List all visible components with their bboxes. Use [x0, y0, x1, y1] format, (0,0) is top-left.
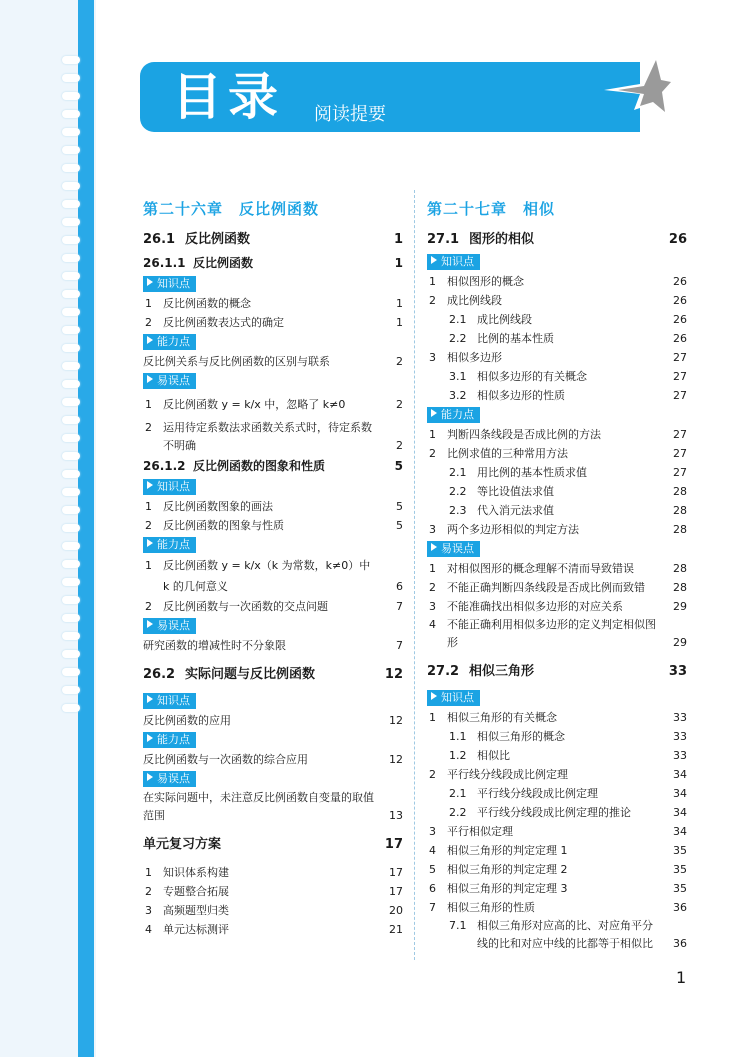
toc-list: [427, 425, 687, 539]
page-ref: 1: [394, 256, 403, 270]
section-title: 反比例函数: [185, 232, 251, 247]
binder-ring: [62, 704, 80, 712]
subsection-number: 26.1.1: [143, 256, 186, 270]
play-icon: [431, 543, 437, 551]
toc-item[interactable]: 2 平行线分线段成比例定理 34: [429, 768, 687, 781]
toc-item[interactable]: 2 不能正确判断四条线段是否成比例而致错 28: [429, 581, 687, 594]
binder-ring: [62, 524, 80, 532]
toc-item[interactable]: 3 相似多边形 27: [429, 351, 687, 364]
binder-ring: [62, 596, 80, 604]
binder-ring: [62, 182, 80, 190]
toc-item[interactable]: 2.1 平行线分线段成比例定理 34: [449, 787, 687, 800]
play-icon: [147, 375, 153, 383]
play-icon: [431, 256, 437, 264]
knowledge-tag: 知识点: [427, 254, 480, 270]
toc-list: [427, 708, 687, 917]
binder-ring: [62, 668, 80, 676]
toc-item[interactable]: 2 运用待定系数法求函数关系式时，待定系数不明确 2: [145, 421, 403, 452]
binder-ring: [62, 542, 80, 550]
toc-item[interactable]: 反比例关系与反比例函数的区别与联系 2: [143, 355, 403, 368]
play-icon: [147, 336, 153, 344]
play-icon: [147, 773, 153, 781]
play-icon: [147, 278, 153, 286]
play-icon: [147, 734, 153, 742]
binder-ring: [62, 326, 80, 334]
toc-left-column: [143, 198, 403, 939]
play-icon: [147, 481, 153, 489]
toc-section[interactable]: 27.2 相似三角形 33: [427, 664, 687, 679]
binder-ring: [62, 434, 80, 442]
binder-ring: [62, 380, 80, 388]
binder-ring: [62, 146, 80, 154]
error-tag: 易误点: [143, 771, 196, 787]
play-icon: [147, 620, 153, 628]
binder-ring: [62, 488, 80, 496]
toc-section[interactable]: [143, 228, 403, 252]
subsection-title: 反比例函数: [193, 256, 254, 270]
toc-item[interactable]: 4 相似三角形的判定定理 1 35: [429, 844, 687, 857]
toc-item[interactable]: 研究函数的增减性时不分象限 7: [143, 639, 403, 652]
toc-item[interactable]: 1 判断四条线段是否成比例的方法 27: [429, 428, 687, 441]
section-number: 26.1: [143, 232, 176, 247]
ability-tag: 能力点: [143, 334, 196, 350]
toc-item[interactable]: 反比例函数的应用 12: [143, 714, 403, 727]
toc-item[interactable]: 1 对相似图形的概念理解不清而导致错误 28: [429, 562, 687, 575]
knowledge-tag: 知识点: [427, 690, 480, 706]
toc-item[interactable]: 2.2 比例的基本性质 26: [449, 332, 687, 345]
binder-ring: [62, 128, 80, 136]
toc-item[interactable]: 3.1 相似多边形的有关概念 27: [449, 370, 687, 383]
toc-item[interactable]: 2.1 成比例线段 26: [449, 313, 687, 326]
toc-section[interactable]: 单元复习方案 17: [143, 837, 403, 852]
toc-item[interactable]: 在实际问题中，未注意反比例函数自变量的取值范围 13: [143, 791, 403, 822]
toc-item[interactable]: 7.1 相似三角形对应高的比、对应角平分线的比和对应中线的比都等于相似比 36: [449, 919, 687, 950]
toc-item[interactable]: 5 相似三角形的判定定理 2 35: [429, 863, 687, 876]
binder-ring: [62, 236, 80, 244]
knowledge-tag: 知识点: [143, 479, 196, 495]
binder-ring: [62, 362, 80, 370]
binder-ring: [62, 632, 80, 640]
binder-ring: [62, 416, 80, 424]
knowledge-tag: 知识点: [143, 693, 196, 709]
binder-ring: [62, 614, 80, 622]
toc-list: [427, 272, 687, 405]
toc-item[interactable]: 2 反比例函数与一次函数的交点问题 7: [145, 600, 403, 613]
play-icon: [431, 409, 437, 417]
toc-item[interactable]: 2.2 等比设值法求值 28: [449, 485, 687, 498]
toc-item[interactable]: 1 相似三角形的有关概念 33: [429, 711, 687, 724]
error-tag: 易误点: [143, 618, 196, 634]
toc-item[interactable]: 2 反比例函数表达式的确定 1: [145, 316, 403, 329]
page-title: 目录: [172, 68, 284, 126]
binder-ring: [62, 92, 80, 100]
toc-subsection[interactable]: 26.1.2 反比例函数的图象和性质 5: [143, 459, 403, 473]
binder-ring: [62, 272, 80, 280]
toc-item[interactable]: 1 相似图形的概念 26: [429, 275, 687, 288]
ability-tag: 能力点: [427, 407, 480, 423]
toc-item[interactable]: 1 反比例函数的概念 1: [145, 297, 403, 310]
binder-ring: [62, 56, 80, 64]
toc-item[interactable]: 1.1 相似三角形的概念 33: [449, 730, 687, 743]
binder-ring: [62, 200, 80, 208]
toc-item[interactable]: 4 不能正确利用相似多边形的定义判定相似图形 29: [429, 618, 687, 649]
toc-item[interactable]: 7 相似三角形的性质 36: [429, 901, 687, 914]
column-divider: [414, 190, 415, 960]
toc-item[interactable]: 3 两个多边形相似的判定方法 28: [429, 523, 687, 536]
page-subtitle: 阅读提要: [314, 104, 386, 125]
page-number: 1: [676, 968, 687, 987]
binder-ring: [62, 254, 80, 262]
binder-ring: [62, 290, 80, 298]
toc-section[interactable]: 27.1 图形的相似 26: [427, 232, 687, 247]
toc-item[interactable]: 1 反比例函数 y = k/x 中，忽略了 k≠0 2: [145, 398, 403, 411]
toc-item[interactable]: 3.2 相似多边形的性质 27: [449, 389, 687, 402]
toc-item[interactable]: 3 不能准确找出相似多边形的对应关系 29: [429, 600, 687, 613]
toc-item[interactable]: 2 比例求值的三种常用方法 27: [429, 447, 687, 460]
ability-tag: 能力点: [143, 537, 196, 553]
binder-ring: [62, 506, 80, 514]
binder-ring: [62, 578, 80, 586]
toc-item[interactable]: 2 专题整合拓展 17: [145, 885, 403, 898]
toc-item[interactable]: 2 成比例线段 26: [429, 294, 687, 307]
toc-item[interactable]: 反比例函数与一次函数的综合应用 12: [143, 753, 403, 766]
toc-item[interactable]: 1.2 相似比 33: [449, 749, 687, 762]
binder-ring: [62, 560, 80, 568]
binder-ring: [62, 74, 80, 82]
toc-item[interactable]: 3 平行相似定理 34: [429, 825, 687, 838]
spine-stripe: [78, 0, 94, 1057]
toc-item[interactable]: 3 高频题型归类 20: [145, 904, 403, 917]
star-icon: [600, 50, 676, 126]
toc-item[interactable]: 2.3 代入消元法求值 28: [449, 504, 687, 517]
title-banner: [140, 62, 650, 132]
error-tag: 易误点: [427, 541, 480, 557]
binder-ring: [62, 308, 80, 316]
toc-list: [427, 559, 687, 616]
knowledge-tag: 知识点: [143, 276, 196, 292]
binder-ring: [62, 398, 80, 406]
play-icon: [147, 695, 153, 703]
binder-ring: [62, 452, 80, 460]
page-ref: 1: [393, 232, 403, 247]
toc-item[interactable]: 2 反比例函数的图象与性质 5: [145, 519, 403, 532]
toc-item[interactable]: 2.2 平行线分线段成比例定理的推论 34: [449, 806, 687, 819]
binder-ring: [62, 110, 80, 118]
error-tag: 易误点: [143, 373, 196, 389]
toc-item[interactable]: 6 相似三角形的判定定理 3 35: [429, 882, 687, 895]
toc-subsection[interactable]: [143, 252, 403, 274]
toc-section[interactable]: 26.2 实际问题与反比例函数 12: [143, 667, 403, 682]
play-icon: [431, 692, 437, 700]
chapter-title: 第二十六章 反比例函数: [143, 200, 320, 218]
binder-ring: [62, 470, 80, 478]
toc-item[interactable]: 1 知识体系构建 17: [145, 866, 403, 879]
binder-ring: [62, 218, 80, 226]
binder-ring: [62, 164, 80, 172]
toc-item[interactable]: 4 单元达标测评 21: [145, 923, 403, 936]
ability-tag: 能力点: [143, 732, 196, 748]
binder-ring: [62, 344, 80, 352]
binder-ring: [62, 650, 80, 658]
chapter-title: 第二十七章 相似: [427, 200, 556, 218]
play-icon: [147, 539, 153, 547]
toc-right-column: [427, 198, 687, 953]
binder-ring: [62, 686, 80, 694]
toc-item[interactable]: 1 反比例函数图象的画法 5: [145, 500, 403, 513]
toc-item[interactable]: 2.1 用比例的基本性质求值 27: [449, 466, 687, 479]
toc-item[interactable]: 1 反比例函数 y = k/x（k 为常数，k≠0）中 k 的几何意义 6: [145, 559, 403, 593]
